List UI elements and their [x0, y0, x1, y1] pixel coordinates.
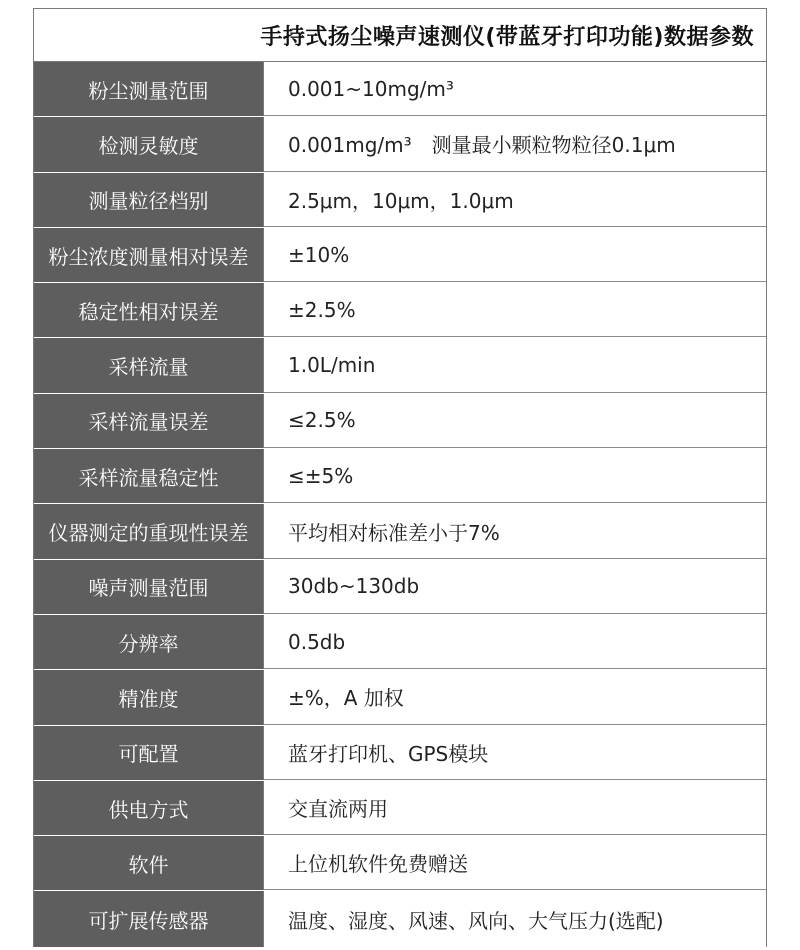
row-label: 分辨率 [34, 615, 264, 669]
row-value: ≤±5% [264, 449, 766, 503]
table-row [34, 891, 766, 946]
row-value: 2.5μm，10μm，1.0μm [264, 173, 766, 227]
row-label: 采样流量 [34, 338, 264, 392]
row-value: 平均相对标准差小于7% [264, 504, 766, 558]
row-label: 可扩展传感器 [34, 891, 264, 946]
row-value: 温度、湿度、风速、风向、大气压力(选配) [264, 891, 766, 946]
row-value: 上位机软件免费赠送 [264, 836, 766, 890]
row-label: 采样流量误差 [34, 394, 264, 448]
spec-sheet [33, 8, 767, 947]
table-row [34, 615, 766, 670]
row-value: 0.001mg/m³ 测量最小颗粒物粒径0.1μm [264, 117, 766, 171]
row-label: 粉尘浓度测量相对误差 [34, 228, 264, 282]
table-row [34, 560, 766, 615]
table-row [34, 836, 766, 891]
table-row [34, 338, 766, 393]
row-label: 供电方式 [34, 781, 264, 835]
row-label: 可配置 [34, 726, 264, 780]
table-row [34, 62, 766, 117]
table-row [34, 781, 766, 836]
row-value: 1.0L/min [264, 338, 766, 392]
row-value: 0.001~10mg/m³ [264, 62, 766, 116]
row-label: 稳定性相对误差 [34, 283, 264, 337]
table-row [34, 504, 766, 559]
table-row [34, 283, 766, 338]
row-value: ±2.5% [264, 283, 766, 337]
row-value: 交直流两用 [264, 781, 766, 835]
row-label: 软件 [34, 836, 264, 890]
row-value: ±10% [264, 228, 766, 282]
row-label: 粉尘测量范围 [34, 62, 264, 116]
row-label: 测量粒径档别 [34, 173, 264, 227]
row-label: 采样流量稳定性 [34, 449, 264, 503]
title-bar [34, 9, 766, 62]
table-row [34, 726, 766, 781]
table-row [34, 173, 766, 228]
row-label: 检测灵敏度 [34, 117, 264, 171]
row-label: 仪器测定的重现性误差 [34, 504, 264, 558]
table-row [34, 449, 766, 504]
page-title: 手持式扬尘噪声速测仪(带蓝牙打印功能)数据参数 [260, 24, 754, 50]
spec-table [34, 62, 766, 947]
row-value: 蓝牙打印机、GPS模块 [264, 726, 766, 780]
row-value: ≤2.5% [264, 394, 766, 448]
row-label: 精准度 [34, 670, 264, 724]
row-label: 噪声测量范围 [34, 560, 264, 614]
table-row [34, 394, 766, 449]
row-value: 0.5db [264, 615, 766, 669]
row-value: ±%，A 加权 [264, 670, 766, 724]
table-row [34, 117, 766, 172]
row-value: 30db~130db [264, 560, 766, 614]
table-row [34, 670, 766, 725]
table-row [34, 228, 766, 283]
